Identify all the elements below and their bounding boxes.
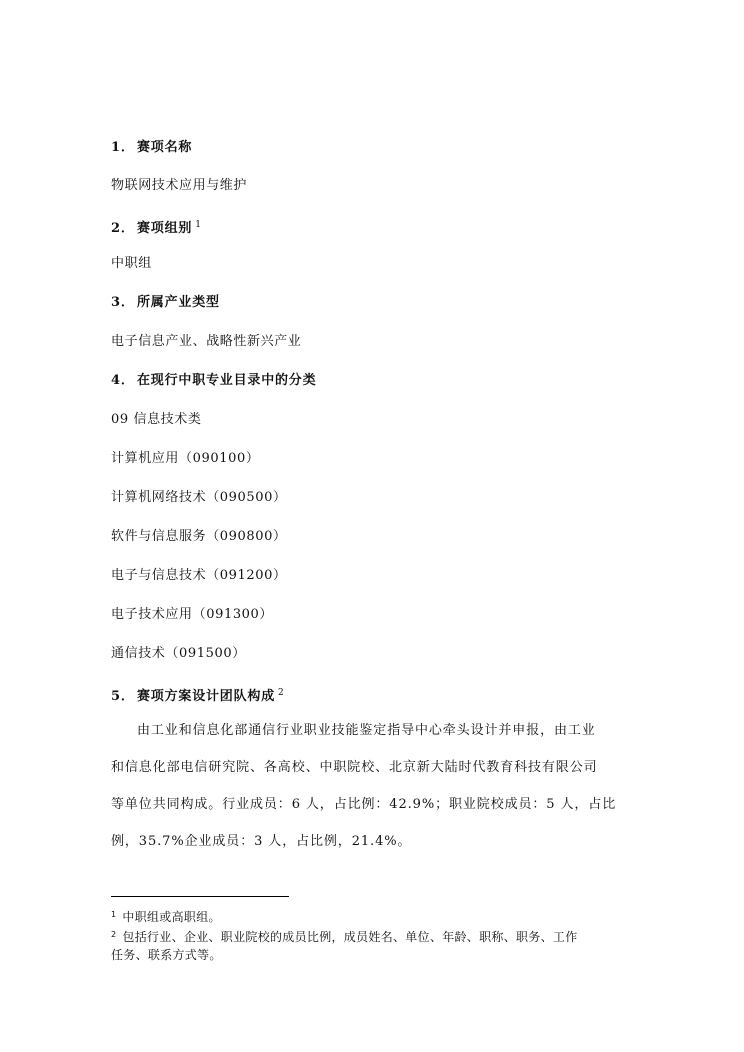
section-title: 赛项组别 bbox=[137, 221, 193, 236]
section-1-body: 物联网技术应用与维护 bbox=[111, 178, 248, 193]
footnote-separator bbox=[111, 896, 289, 897]
section-title: 所属产业类型 bbox=[137, 295, 220, 310]
classification-item: 通信技术（091500） bbox=[111, 646, 246, 661]
section-heading-4 bbox=[111, 372, 316, 390]
footnote-text: 中职组或高职组。 bbox=[122, 910, 221, 924]
paragraph-line: 等单位共同构成。行业成员：6 人，占比例：42.9%；职业院校成员：5 人，占比 bbox=[111, 797, 617, 812]
section-number: 3． bbox=[111, 295, 135, 310]
footnote-2 bbox=[111, 926, 641, 964]
section-title: 在现行中职专业目录中的分类 bbox=[137, 373, 317, 388]
section-number: 5． bbox=[111, 689, 135, 704]
classification-item: 电子技术应用（091300） bbox=[111, 607, 274, 622]
paragraph-line: 由工业和信息化部通信行业职业技能鉴定指导中心牵头设计并申报，由工业 bbox=[137, 723, 596, 738]
section-number: 4． bbox=[111, 373, 135, 388]
footnote-ref-1[interactable]: 1 bbox=[195, 220, 202, 230]
classification-item: 09 信息技术类 bbox=[111, 412, 202, 427]
section-number: 2． bbox=[111, 221, 135, 236]
footnote-1 bbox=[111, 906, 641, 926]
footnote-text-continued: 任务、联系方式等。 bbox=[111, 948, 222, 962]
section-heading-2 bbox=[111, 216, 202, 238]
team-composition-paragraph bbox=[111, 712, 635, 860]
classification-item: 软件与信息服务（090800） bbox=[111, 529, 287, 544]
classification-item: 计算机网络技术（090500） bbox=[111, 490, 287, 505]
paragraph-line: 例，35.7%企业成员：3 人，占比例，21.4%。 bbox=[111, 834, 412, 849]
footnote-mark: 1 bbox=[111, 910, 117, 919]
section-2-body: 中职组 bbox=[111, 256, 152, 271]
section-title: 赛项名称 bbox=[137, 140, 193, 155]
section-heading-3 bbox=[111, 294, 220, 312]
section-title: 赛项方案设计团队构成 bbox=[137, 689, 276, 704]
paragraph-line: 和信息化部电信研究院、各高校、中职院校、北京新大陆时代教育科技有限公司 bbox=[111, 760, 598, 775]
footnote-ref-2[interactable]: 2 bbox=[278, 688, 285, 698]
footnote-mark: 2 bbox=[111, 930, 117, 939]
section-3-body: 电子信息产业、战略性新兴产业 bbox=[111, 334, 302, 349]
classification-item: 计算机应用（090100） bbox=[111, 451, 260, 466]
section-heading-1 bbox=[111, 139, 192, 157]
section-number: 1． bbox=[111, 140, 135, 155]
classification-item: 电子与信息技术（091200） bbox=[111, 568, 287, 583]
footnote-text: 包括行业、企业、职业院校的成员比例，成员姓名、单位、年龄、职称、职务、工作 bbox=[122, 930, 578, 944]
section-heading-5 bbox=[111, 684, 285, 706]
